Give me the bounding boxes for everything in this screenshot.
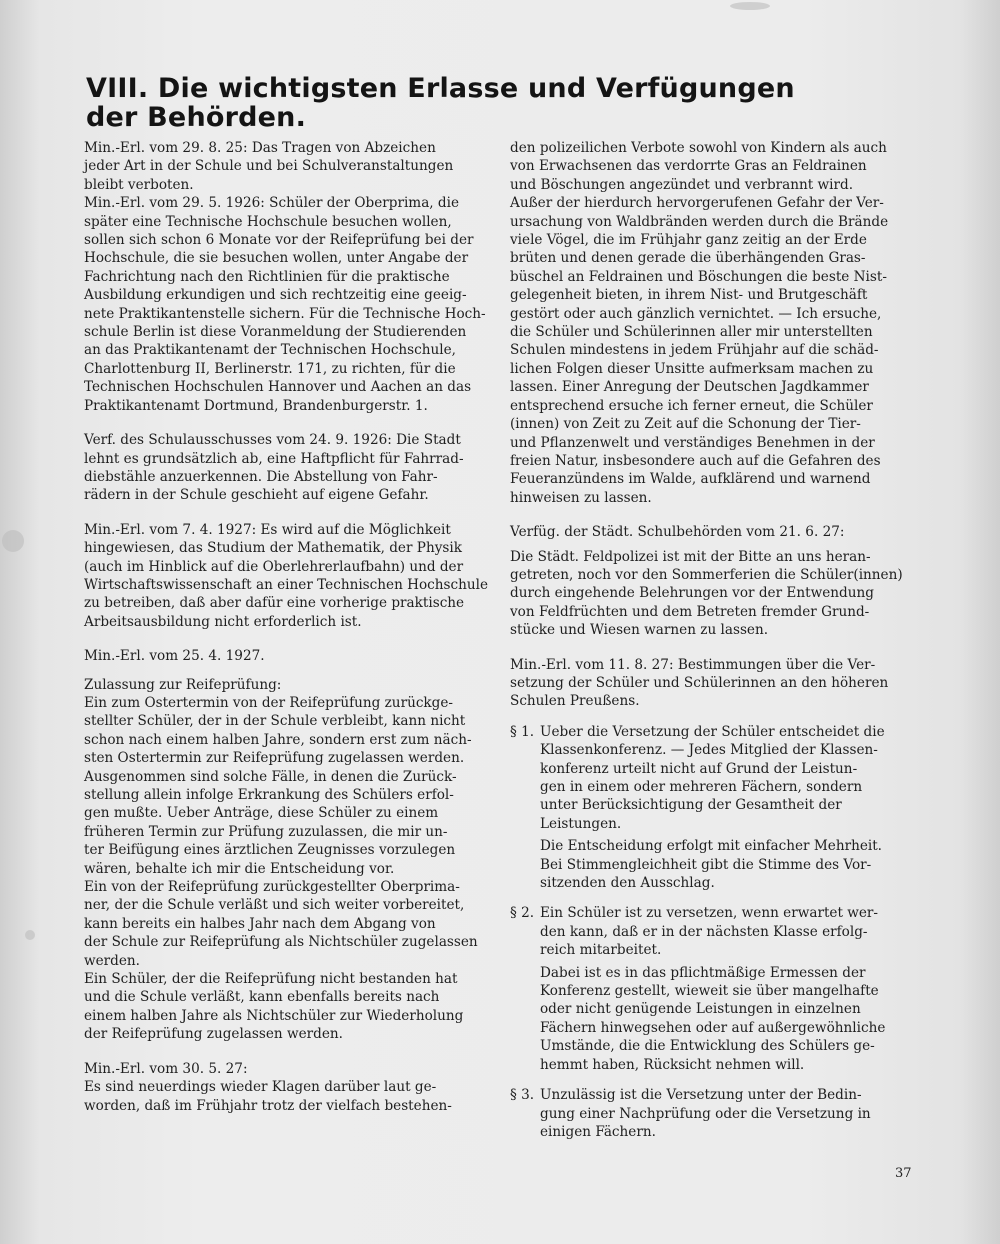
decree-subheading: Zulassung zur Reifeprüfung: [84, 676, 282, 693]
text-line: Es sind neuerdings wieder Klagen darüber laut ge- [84, 1079, 437, 1096]
text-line: gen mußte. Ueber Anträge, diese Schüler zu einem [84, 805, 439, 822]
text-line: Ausgenommen sind solche Fälle, in denen die Zurück- [84, 768, 457, 785]
text-line: den kann, daß er in der nächsten Klasse erfolg- [540, 923, 868, 940]
text-line: Min.-Erl. vom 29. 5. 1926: Schüler der Oberprima, die [84, 195, 460, 212]
decree-heading: Verfüg. der Städt. Schulbehörden vom 21. 6. 27: [510, 524, 845, 541]
text-line: hingewiesen, das Studium der Mathematik, der Physik [84, 540, 462, 557]
text-line: brüten und denen gerade die überhängenden Gras- [510, 250, 866, 267]
decree-feldpolizei [510, 548, 915, 640]
text-line: Schulen mindestens in jedem Frühjahr auf die schäd- [510, 342, 879, 359]
text-line: Arbeitsausbildung nicht erforderlich ist. [84, 613, 362, 630]
text-line: Praktikantenamt Dortmund, Brandenburgerstr. 1. [84, 397, 428, 414]
text-line: die Schüler und Schülerinnen aller mir unterstellten [510, 324, 873, 341]
text-line: reich mitarbeitet. [540, 942, 662, 959]
text-line: rädern in der Schule geschieht auf eigene Gefahr. [84, 487, 429, 504]
text-line: Ein Schüler ist zu versetzen, wenn erwartet wer- [540, 905, 879, 922]
text-line: nete Praktikantenstelle sichern. Für die Technische Hoch- [84, 305, 486, 322]
text-line: stellter Schüler, der in der Schule verbleibt, kann nicht [84, 713, 466, 730]
text-line: gelegenheit bieten, in ihrem Nist- und Brutgeschäft [510, 287, 868, 304]
text-line: Konferenz gestellt, wieweit sie über mangelhafte [540, 983, 879, 1000]
paper-stain [730, 2, 770, 10]
text-line: oder nicht genügende Leistungen in einzelnen [540, 1001, 861, 1018]
text-line: an das Praktikantenamt der Technischen Hochschule, [84, 342, 456, 359]
text-line: gen in einem oder mehreren Fächern, sondern [540, 779, 863, 795]
text-line: ter Beifügung eines ärztlichen Zeugnisses vorzulegen [84, 842, 456, 859]
text-line: Ein von der Reifeprüfung zurückgestellter Oberprima- [84, 879, 460, 896]
text-line: Unzulässig ist die Versetzung unter der Bedin- [540, 1087, 862, 1104]
text-line: jeder Art in der Schule und bei Schulveranstaltungen [84, 158, 454, 175]
section-body [540, 723, 915, 893]
decree-reifepruefung-3 [84, 970, 490, 1044]
text-line: unter Berücksichtigung der Gesamtheit der [540, 797, 842, 814]
text-line: wären, behalte ich mir die Entscheidung vor. [84, 860, 395, 877]
text-line: entsprechend ersuche ich ferner erneut, die Schüler [510, 397, 873, 414]
text-line: Ueber die Versetzung der Schüler entscheidet die [540, 723, 885, 740]
text-line: diebstähle anzuerkennen. Die Abstellung von Fahr- [84, 468, 438, 485]
decree-gras-cont [510, 139, 915, 507]
text-line: gestört oder auch gänzlich vernichtet. — Ich ersuche, [510, 305, 882, 322]
paragraph-section [510, 723, 915, 893]
text-line: kann bereits ein halbes Jahr nach dem Abgang von [84, 915, 436, 932]
text-line: früheren Termin zur Prüfung zuzulassen, die mir un- [84, 823, 448, 840]
text-line: lehnt es grundsätzlich ab, eine Haftpflicht für Fahrrad- [84, 450, 464, 467]
text-line: büschel an Feldrainen und Böschungen die beste Nist- [510, 268, 887, 285]
text-line: setzung der Schüler und Schülerinnen an den höheren [510, 674, 889, 691]
text-line: (innen) von Zeit zu Zeit auf die Schonung der Tier- [510, 416, 861, 433]
text-line: Die Entscheidung erfolgt mit einfacher Mehrheit. [540, 838, 883, 855]
text-line: sollen sich schon 6 Monate vor der Reifeprüfung bei der [84, 232, 474, 249]
text-line: stücke und Wiesen warnen zu lassen. [510, 622, 769, 639]
text-line: Verf. des Schulausschusses vom 24. 9. 1926: Die Stadt [84, 432, 461, 449]
text-line: hemmt haben, Rücksicht nehmen will. [540, 1056, 805, 1073]
text-line: sten Ostertermin zur Reifeprüfung zugelassen werden. [84, 750, 465, 767]
right-column [510, 139, 915, 1141]
text-line: freien Natur, insbesondere auch auf die Gefahren des [510, 452, 881, 469]
text-line: bleibt verboten. [84, 176, 194, 193]
text-line: von Feldfrüchten und dem Betreten fremder Grund- [510, 603, 870, 620]
paragraph-section [510, 1086, 915, 1141]
text-line: schon nach einem halben Jahre, sondern erst zum näch- [84, 731, 472, 748]
text-line: Fächern hinwegsehen oder auf außergewöhnliche [540, 1019, 886, 1036]
decree-reifepruefung-2 [84, 878, 490, 970]
text-line: und die Schule verläßt, kann ebenfalls bereits nach [84, 989, 440, 1006]
text-line: Charlottenburg II, Berlinerstr. 171, zu richten, für die [84, 360, 456, 377]
text-line: Die Städt. Feldpolizei ist mit der Bitte an uns heran- [510, 548, 871, 565]
text-line: Schulen Preußens. [510, 693, 640, 710]
text-line: (auch im Hinblick auf die Oberlehrerlaufbahn) und der [84, 558, 464, 575]
text-line: Klassenkonferenz. — Jedes Mitglied der Klassen- [540, 742, 878, 759]
text-line: durch eingehende Belehrungen vor der Entwendung [510, 585, 874, 602]
text-line: werden. [84, 952, 141, 969]
text-line: der Reifeprüfung zugelassen werden. [84, 1026, 343, 1043]
text-line: sitzenden den Ausschlag. [540, 875, 715, 892]
text-line: Ein zum Ostertermin von der Reifeprüfung zurückge- [84, 694, 454, 711]
text-line: Leistungen. [540, 815, 622, 832]
text-line: Außer der hierdurch hervorgerufenen Gefahr der Ver- [510, 195, 884, 212]
paper-stain [2, 530, 24, 552]
text-line: den polizeilichen Verbote sowohl von Kindern als auch [510, 140, 887, 156]
left-column [84, 139, 490, 1115]
text-line: konferenz urteilt nicht auf Grund der Leistun- [540, 760, 858, 777]
text-line: ner, der die Schule verläßt und sich weiter vorbereitet, [84, 897, 465, 914]
decree-versetzung [510, 656, 915, 711]
decree-fahrrad [84, 431, 490, 505]
text-line: Bei Stimmengleichheit gibt die Stimme des Vor- [540, 856, 872, 873]
text-line: von Erwachsenen das verdorrte Gras an Feldrainen [510, 158, 867, 175]
text-line: gung einer Nachprüfung oder die Versetzung in [540, 1105, 871, 1122]
section-number: § 3. [510, 1087, 535, 1104]
text-line: worden, daß im Frühjahr trotz der vielfach bestehen- [84, 1097, 452, 1114]
text-line: der Schule zur Reifeprüfung als Nichtschüler zugelassen [84, 934, 478, 951]
text-line: hinweisen zu lassen. [510, 489, 652, 506]
text-line: Ein Schüler, der die Reifeprüfung nicht bestanden hat [84, 971, 458, 988]
text-line: Dabei ist es in das pflichtmäßige Ermessen der [540, 964, 866, 981]
text-line: Feueranzündens im Walde, aufklärend und warnend [510, 471, 871, 488]
text-line: lichen Folgen dieser Unsitte aufmerksam machen zu [510, 360, 874, 377]
section-number: § 1. [510, 723, 535, 740]
decree-reifepruefung [84, 694, 490, 878]
page-title [86, 74, 886, 132]
text-line: lassen. Einer Anregung der Deutschen Jagdkammer [510, 379, 869, 396]
text-line: stellung allein infolge Erkrankung des Schülers erfol- [84, 787, 454, 803]
text-line: Fachrichtung nach den Richtlinien für die praktische [84, 268, 450, 285]
text-line: viele Vögel, die im Frühjahr ganz zeitig an der Erde [510, 232, 867, 249]
decree-gras [84, 1078, 490, 1115]
text-line: Hochschule, die sie besuchen wollen, unter Angabe der [84, 250, 469, 267]
text-line: Ausbildung erkundigen und sich rechtzeitig eine geeig- [84, 287, 467, 304]
text-line: Min.-Erl. vom 7. 4. 1927: Es wird auf die Möglichkeit [84, 521, 451, 538]
text-line: einem halben Jahre als Nichtschüler zur Wiederholung [84, 1007, 464, 1024]
page-number: 37 [895, 1166, 912, 1181]
paper-stain [25, 930, 35, 940]
section-body [540, 1086, 915, 1141]
decree-abzeichen [84, 139, 490, 194]
text-line: getreten, noch vor den Sommerferien die Schüler(innen) [510, 566, 903, 583]
text-line: Wirtschaftswissenschaft an einer Technischen Hochschule [84, 576, 489, 593]
paragraph-section [510, 904, 915, 1074]
decree-oberprima [84, 194, 490, 415]
text-line: später eine Technische Hochschule besuchen wollen, [84, 213, 452, 230]
text-line: schule Berlin ist diese Voranmeldung der Studierenden [84, 324, 467, 341]
section-list [510, 723, 915, 1142]
section-body [540, 904, 915, 1074]
decree-heading: Min.-Erl. vom 30. 5. 27: [84, 1060, 248, 1077]
text-line: Min.-Erl. vom 11. 8. 27: Bestimmungen über die Ver- [510, 656, 876, 673]
text-line: ursachung von Waldbränden werden durch die Brände [510, 213, 889, 230]
text-line: und Pflanzenwelt und verständiges Benehmen in der [510, 434, 875, 451]
text-line: einigen Fächern. [540, 1123, 656, 1140]
text-line: zu betreiben, daß aber dafür eine vorherige praktische [84, 595, 465, 612]
text-line: Technischen Hochschulen Hannover und Aachen an das [84, 379, 472, 396]
section-number: § 2. [510, 905, 535, 922]
title-line: VIII. Die wichtigsten Erlasse und Verfügungen [86, 73, 795, 104]
title-line: der Behörden. [86, 102, 307, 133]
text-line: Min.-Erl. vom 29. 8. 25: Das Tragen von Abzeichen [84, 140, 436, 156]
text-line: Umstände, die die Entwicklung des Schülers ge- [540, 1038, 875, 1055]
decree-heading: Min.-Erl. vom 25. 4. 1927. [84, 648, 265, 665]
decree-studium [84, 521, 490, 631]
text-line: und Böschungen angezündet und verbrannt wird. [510, 176, 854, 193]
